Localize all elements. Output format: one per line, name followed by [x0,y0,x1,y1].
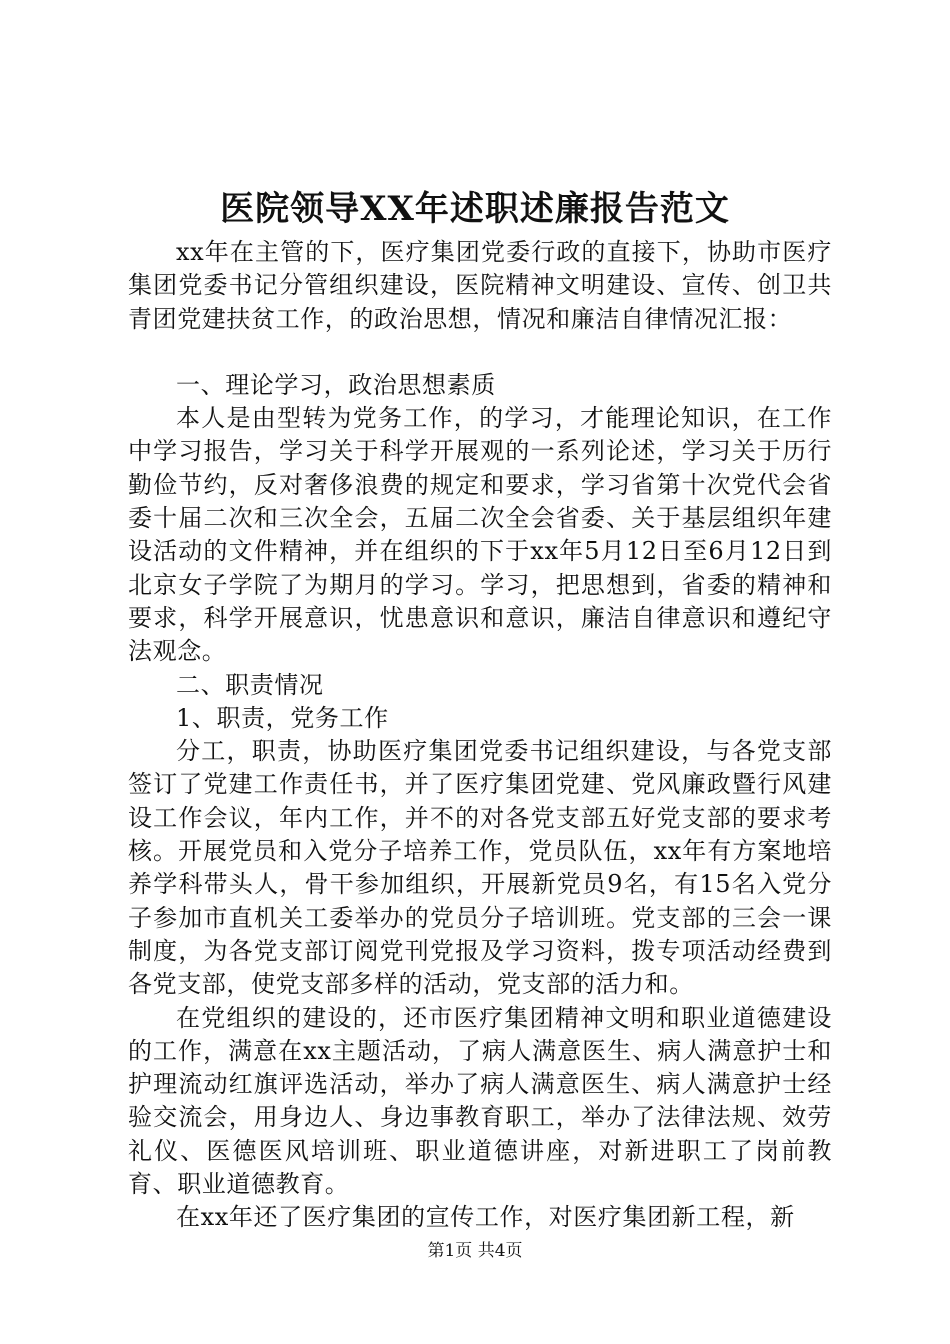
page-number-footer: 第1页 共4页 [427,1241,523,1261]
section-heading-duties: 二、职责情况 [176,670,324,699]
document-title: 医院领导XX年述职述廉报告范文 [220,189,730,229]
paragraph-theory-study: 本人是由型转为党务工作，的学习，才能理论知识，在工作中学习报告，学习关于科学开展观的一系列论述，学习关于历行勤俭节约，反对奢侈浪费的规定和要求，学习省第十次党代会省委十届二次和三次全会，五届二次全会省委、关于基层组织年建设活动的文件精神，并在组织的下于xx年5月12日至6月12日到北京女子学院了为期月的学习。学习，把思想到，省委的精神和要求，科学开展意识，忧患意识和意识，廉洁自律意识和遵纪守法观念。 [128,404,832,666]
paragraph-civilization-building: 在党组织的建设的，还市医疗集团精神文明和职业道德建设的工作，满意在xx主题活动，了病人满意医生、病人满意护士和护理流动红旗评选活动，举办了病人满意医生、病人满意护士经验交流会，用身边人、身边事教育职工，举办了法律法规、效劳礼仪、医德医风培训班、职业道德讲座，对新进职工了岗前教育、职业道德教育。 [128,1003,832,1199]
paragraph-intro: xx年在主管的下，医疗集团党委行政的直接下，协助市医疗集团党委书记分管组织建设，医院精神文明建设、宣传、创卫共青团党建扶贫工作，的政治思想，情况和廉洁自律情况汇报： [128,238,832,333]
section-heading-theory-study: 一、理论学习，政治思想素质 [176,370,496,399]
document-body [128,236,832,1235]
subsection-heading-party-work: 1、职责，党务工作 [176,703,389,732]
paragraph-publicity-work: 在xx年还了医疗集团的宣传工作，对医疗集团新工程，新 [176,1203,795,1232]
paragraph-party-work: 分工，职责，协助医疗集团党委书记组织建设，与各党支部签订了党建工作责任书，并了医疗集团党建、党风廉政暨行风建设工作会议，年内工作，并不的对各党支部五好党支部的要求考核。开展党员和入党分子培养工作，党员队伍，xx年有方案地培养学科带头人，骨干参加组织，开展新党员9名，有15名入党分子参加市直机关工委举办的党员分子培训班。党支部的三会一课制度，为各党支部订阅党刊党报及学习资料，拨专项活动经费到各党支部，使党支部多样的活动，党支部的活力和。 [128,737,832,999]
